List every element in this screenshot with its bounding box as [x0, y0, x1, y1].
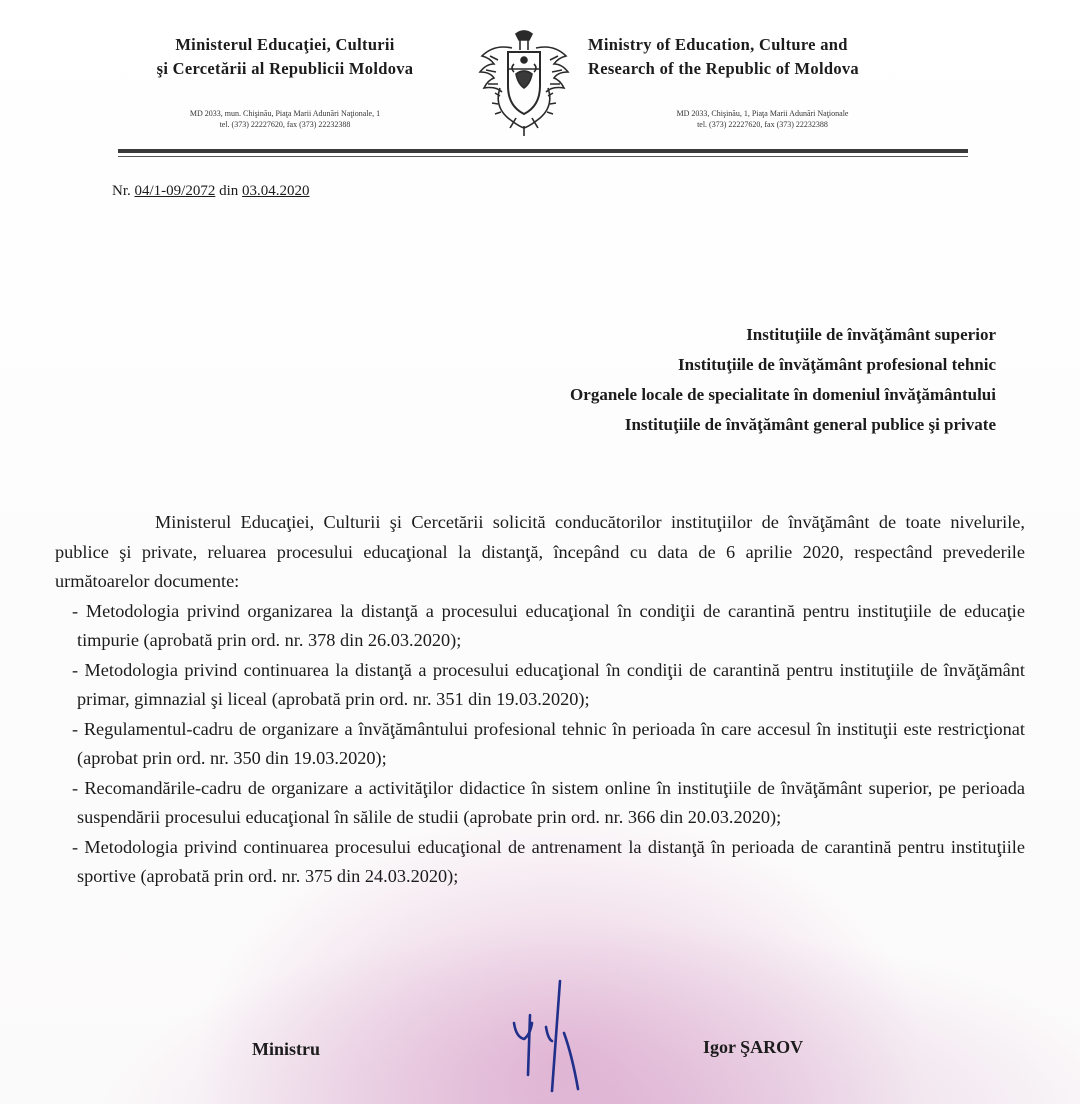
reference-number	[112, 181, 310, 201]
moldova-coat-of-arms-icon	[470, 26, 578, 144]
recipient-line: Instituţiile de învăţământ superior	[746, 325, 996, 344]
ministry-address-ro-line2: tel. (373) 22227620, fax (373) 22232388	[219, 120, 351, 129]
header-divider-thin	[118, 156, 968, 157]
ministry-address-ro	[105, 108, 465, 130]
document-list-item: - Recomandările-cadru de organizare a activităţilor didactice în sistem online în instituţiile de învăţământ superior, pe perioada suspendării procesului educaţional în sălile de studii (aprobate prin ord. nr. 366 din 20.03.2020);	[72, 777, 1025, 827]
ministry-name-ro-line2: şi Cercetării al Republicii Moldova	[156, 59, 414, 78]
ministry-name-en-line1: Ministry of Education, Culture and	[588, 35, 848, 54]
signatory-title: Ministru	[252, 1039, 321, 1059]
document-list-item: - Regulamentul-cadru de organizare a învăţământului profesional tehnic în perioada în care accesul în instituţii este restricţionat (aprobat prin ord. nr. 350 din 19.03.2020);	[72, 718, 1025, 768]
recipients-block	[570, 320, 996, 440]
reference-number-value: 04/1-09/2072	[134, 183, 216, 199]
ministry-address-en-line2: tel. (373) 22227620, fax (373) 22232388	[697, 120, 828, 129]
reference-date: 03.04.2020	[242, 183, 310, 199]
letterhead	[0, 0, 1080, 170]
reference-joiner: din	[219, 183, 239, 199]
ministry-address-en	[590, 108, 935, 130]
recipient-line: Instituţiile de învăţământ general publice şi private	[624, 415, 996, 434]
document-list-item: - Metodologia privind continuarea la distanţă a procesului educaţional în condiţii de carantină pentru instituţiile de învăţământ primar, gimnazial şi liceal (aprobată prin ord. nr. 351 din 19.03.2020);	[72, 659, 1025, 709]
ministry-address-en-line1: MD 2033, Chişinău, 1, Piaţa Marii Adunări Naţionale	[676, 109, 849, 118]
document-list-item: - Metodologia privind continuarea procesului educaţional de antrenament la distanţă în perioada de carantină pentru instituţiile sportive (aprobată prin ord. nr. 375 din 24.03.2020);	[72, 836, 1025, 886]
recipient-line: Organele locale de specialitate în domeniul învăţământului	[570, 385, 996, 404]
ministry-address-ro-line1: MD 2033, mun. Chişinău, Piaţa Marii Adunări Naţionale, 1	[189, 109, 381, 118]
ministry-name-en-line2: Research of the Republic of Moldova	[588, 59, 859, 78]
header-divider-thick	[118, 149, 968, 153]
reference-prefix: Nr.	[112, 183, 131, 199]
body-intro-paragraph: Ministerul Educaţiei, Culturii şi Cercetării solicită conducătorilor instituţiilor de învăţământ de toate nivelurile, publice şi private, reluarea procesului educaţional la distanţă, începând cu data de 6 aprilie 2020, respectând prevederile următoarelor documente:	[55, 512, 1025, 591]
recipient-line: Instituţiile de învăţământ profesional tehnic	[678, 355, 996, 374]
signatory-name: Igor ŞAROV	[703, 1037, 804, 1057]
document-list-item: - Metodologia privind organizarea la distanţă a procesului educaţional în condiţii de carantină pentru instituţiile de educaţie timpurie (aprobată prin ord. nr. 378 din 26.03.2020);	[72, 600, 1025, 650]
ministry-name-ro-line1: Ministerul Educaţiei, Culturii	[175, 35, 395, 54]
handwritten-signature-icon	[500, 975, 590, 1100]
ministry-name-en	[588, 33, 933, 81]
ministry-name-ro	[100, 33, 470, 81]
letter-body	[55, 508, 1025, 892]
